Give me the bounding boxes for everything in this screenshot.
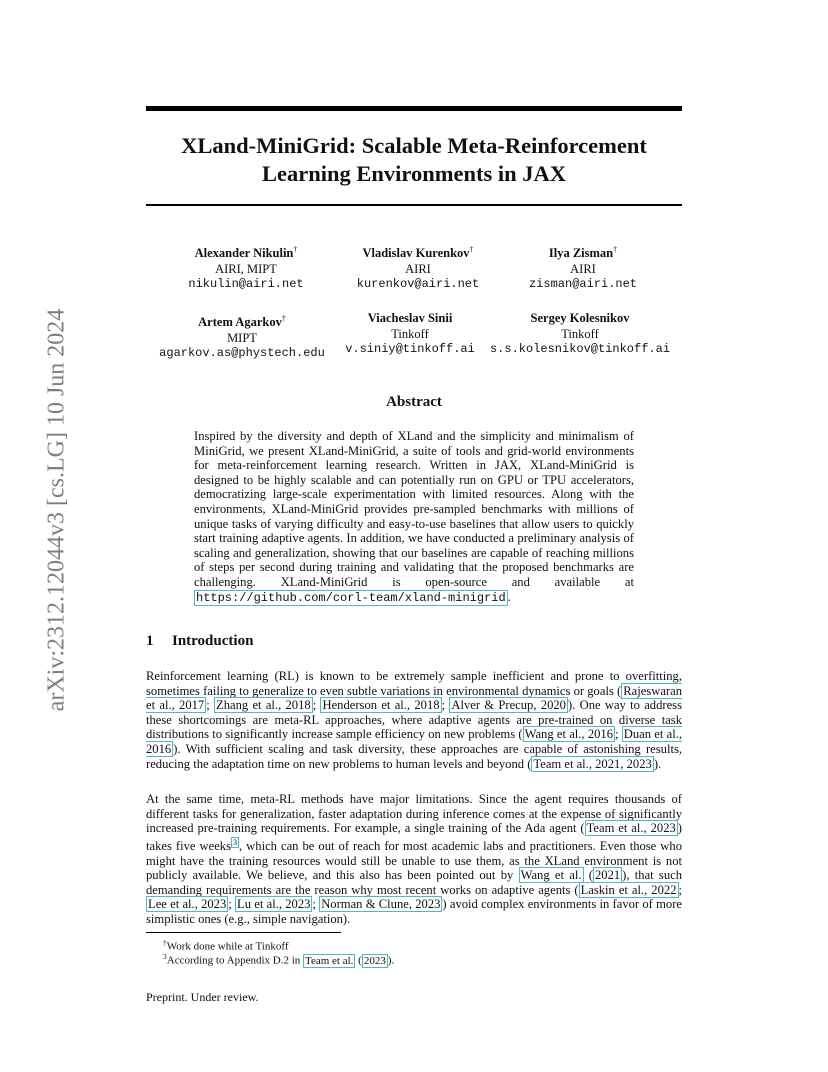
author-name: Vladislav Kurenkov†	[362, 245, 474, 261]
author-block	[338, 242, 498, 293]
author-email[interactable]: v.siniy@tinkoff.ai	[345, 342, 475, 356]
author-email[interactable]: kurenkov@airi.net	[356, 277, 480, 292]
citation-link[interactable]: Laskin et al., 2022	[580, 882, 677, 897]
author-email[interactable]: agarkov.as@phystech.edu	[159, 346, 325, 361]
title-bottom-rule	[146, 204, 682, 206]
citation-link[interactable]: Duan et al., 2016	[146, 727, 682, 756]
title-line-2: Learning Environments in JAX	[261, 161, 566, 186]
abstract-heading: Abstract	[386, 394, 442, 410]
author-email[interactable]: nikulin@airi.net	[188, 277, 304, 292]
citation-link[interactable]: Team et al., 2023	[586, 821, 676, 836]
author-email[interactable]: zisman@airi.net	[528, 277, 638, 292]
author-name: Ilya Zisman†	[548, 245, 618, 261]
citation-link[interactable]: Alver & Precup, 2020	[451, 698, 566, 713]
author-affiliation: AIRI	[570, 261, 596, 276]
author-affiliation: Tinkoff	[561, 326, 599, 341]
author-name: Sergey Kolesnikov	[530, 311, 630, 325]
author-block	[166, 242, 326, 293]
footnote-mark: †	[163, 938, 167, 947]
title-line-1: XLand-MiniGrid: Scalable Meta-Reinforcement	[181, 133, 647, 158]
intro-paragraph-2: At the same time, meta-RL methods have major limitations. Since the agent requires thousands of different tasks for generalization, faster adaptation during inference comes at the expense of significantly increased pre-training requirements. For example, a single training of the Ada agent ( Team et al., 2023 ) takes five weeks $^3$ , which can be out of reach for most academic labs and practitioners. Even those who might have the training resources would still be unable to use them, as the XLand environment is not publicly available. We believe, and this also has been pointed out by Wang et al. ( 2021 ), that such demanding requirements are the reason why most recent works on adaptive agents ( Laskin et al., 2022 ; Lee et al., 2023 ; Lu et al., 2023 ; Norman & Clune, 2023 ) avoid complex environments in favor of more simplistic ones (e.g., simple navigation).	[146, 792, 683, 926]
citation-link[interactable]: Lu et al., 2023	[237, 897, 311, 912]
citation-link[interactable]: Team et al.	[305, 954, 354, 967]
section-heading	[146, 633, 253, 650]
arxiv-sidebar-stamp: arXiv:2312.12044v3 [cs.LG] 10 Jun 2024	[43, 308, 70, 712]
citation-link[interactable]: Henderson et al., 2018	[322, 698, 440, 713]
author-block	[486, 311, 674, 358]
abstract-body: Inspired by the diversity and depth of XLand and the simplicity and minimalism of MiniGrid, we present XLand-MiniGrid, a suite of tools and grid-world environments for meta-reinforcement learning research. Written in JAX, XLand-MiniGrid is designed to be highly scalable and can potentially run on GPU or TPU accelerators, democratizing large-scale experimentation with limited resources. Along with the environments, XLand-MiniGrid provides pre-sampled benchmarks with millions of unique tasks of varying difficulty and easy-to-use baselines that allow users to quickly start training adaptive agents. In addition, we have conducted a preliminary analysis of scaling and generalization, showing that our baselines are capable of reaching millions of steps per second during training and validating that the proposed benchmarks are challenging. XLand-MiniGrid is open-source and available at https://github.com/corl-team/xland-minigrid .	[194, 429, 634, 605]
section-number: 1	[146, 633, 154, 649]
footnote: $^3$According to Appendix D.2 in Team et al. ( 2023 ).	[163, 952, 395, 967]
title-top-rule	[146, 106, 682, 111]
author-block	[152, 311, 332, 362]
intro-paragraph-1: Reinforcement learning (RL) is known to be extremely sample inefficient and prone to overfitting, sometimes failing to generalize to even subtle variations in environmental dynamics or goals ( Rajeswaran et al., 2017 ; Zhang et al., 2018 ; Henderson et al., 2018 ; Alver & Precup, 2020 ). One way to address these shortcomings are meta-RL approaches, where adaptive agents are pre-trained on diverse task distributions to significantly increase sample efficiency on new problems ( Wang et al., 2016 ; Duan et al., 2016 ). With sufficient scaling and task diversity, these approaches are capable of astonishing results, reducing the adaptation time on new problems to human levels and beyond ( Team et al., 2021, 2023 ).	[146, 669, 682, 771]
citation-link[interactable]: Norman & Clune, 2023	[321, 897, 441, 912]
section-title: Introduction	[172, 633, 254, 649]
author-email[interactable]: s.s.kolesnikov@tinkoff.ai	[489, 342, 671, 356]
citation-link[interactable]: 2023	[363, 954, 386, 967]
author-affiliation: Tinkoff	[391, 326, 429, 341]
author-block	[336, 311, 484, 358]
citation-link[interactable]: Zhang et al., 2018	[216, 698, 311, 713]
author-affiliation: MIPT	[227, 330, 257, 345]
footnote-mark: 3	[163, 952, 167, 961]
paper-title	[146, 132, 682, 188]
footnote-rule	[146, 932, 341, 933]
citation-link[interactable]: Team et al., 2021, 2023	[533, 756, 652, 771]
author-affiliation: AIRI, MIPT	[215, 261, 277, 276]
footnote-ref-link[interactable]: 3	[233, 837, 237, 847]
author-affiliation: AIRI	[405, 261, 431, 276]
github-link[interactable]: https://github.com/corl-team/xland-minigrid	[196, 590, 506, 605]
preprint-notice: Preprint. Under review.	[146, 990, 259, 1004]
citation-link[interactable]: Wang et al., 2016	[524, 727, 614, 742]
author-name: Artem Agarkov†	[198, 314, 286, 330]
citation-link[interactable]: Rajeswaran et al., 2017	[146, 683, 682, 713]
citation-link[interactable]: Lee et al., 2023	[148, 897, 227, 912]
author-block	[502, 242, 664, 293]
author-name: Alexander Nikulin†	[194, 245, 298, 261]
author-name: Viacheslav Sinii	[367, 311, 453, 325]
citation-link[interactable]: 2021	[594, 868, 621, 883]
footnote: †Work done while at Tinkoff	[163, 938, 289, 953]
citation-link[interactable]: Wang et al.	[520, 868, 582, 883]
